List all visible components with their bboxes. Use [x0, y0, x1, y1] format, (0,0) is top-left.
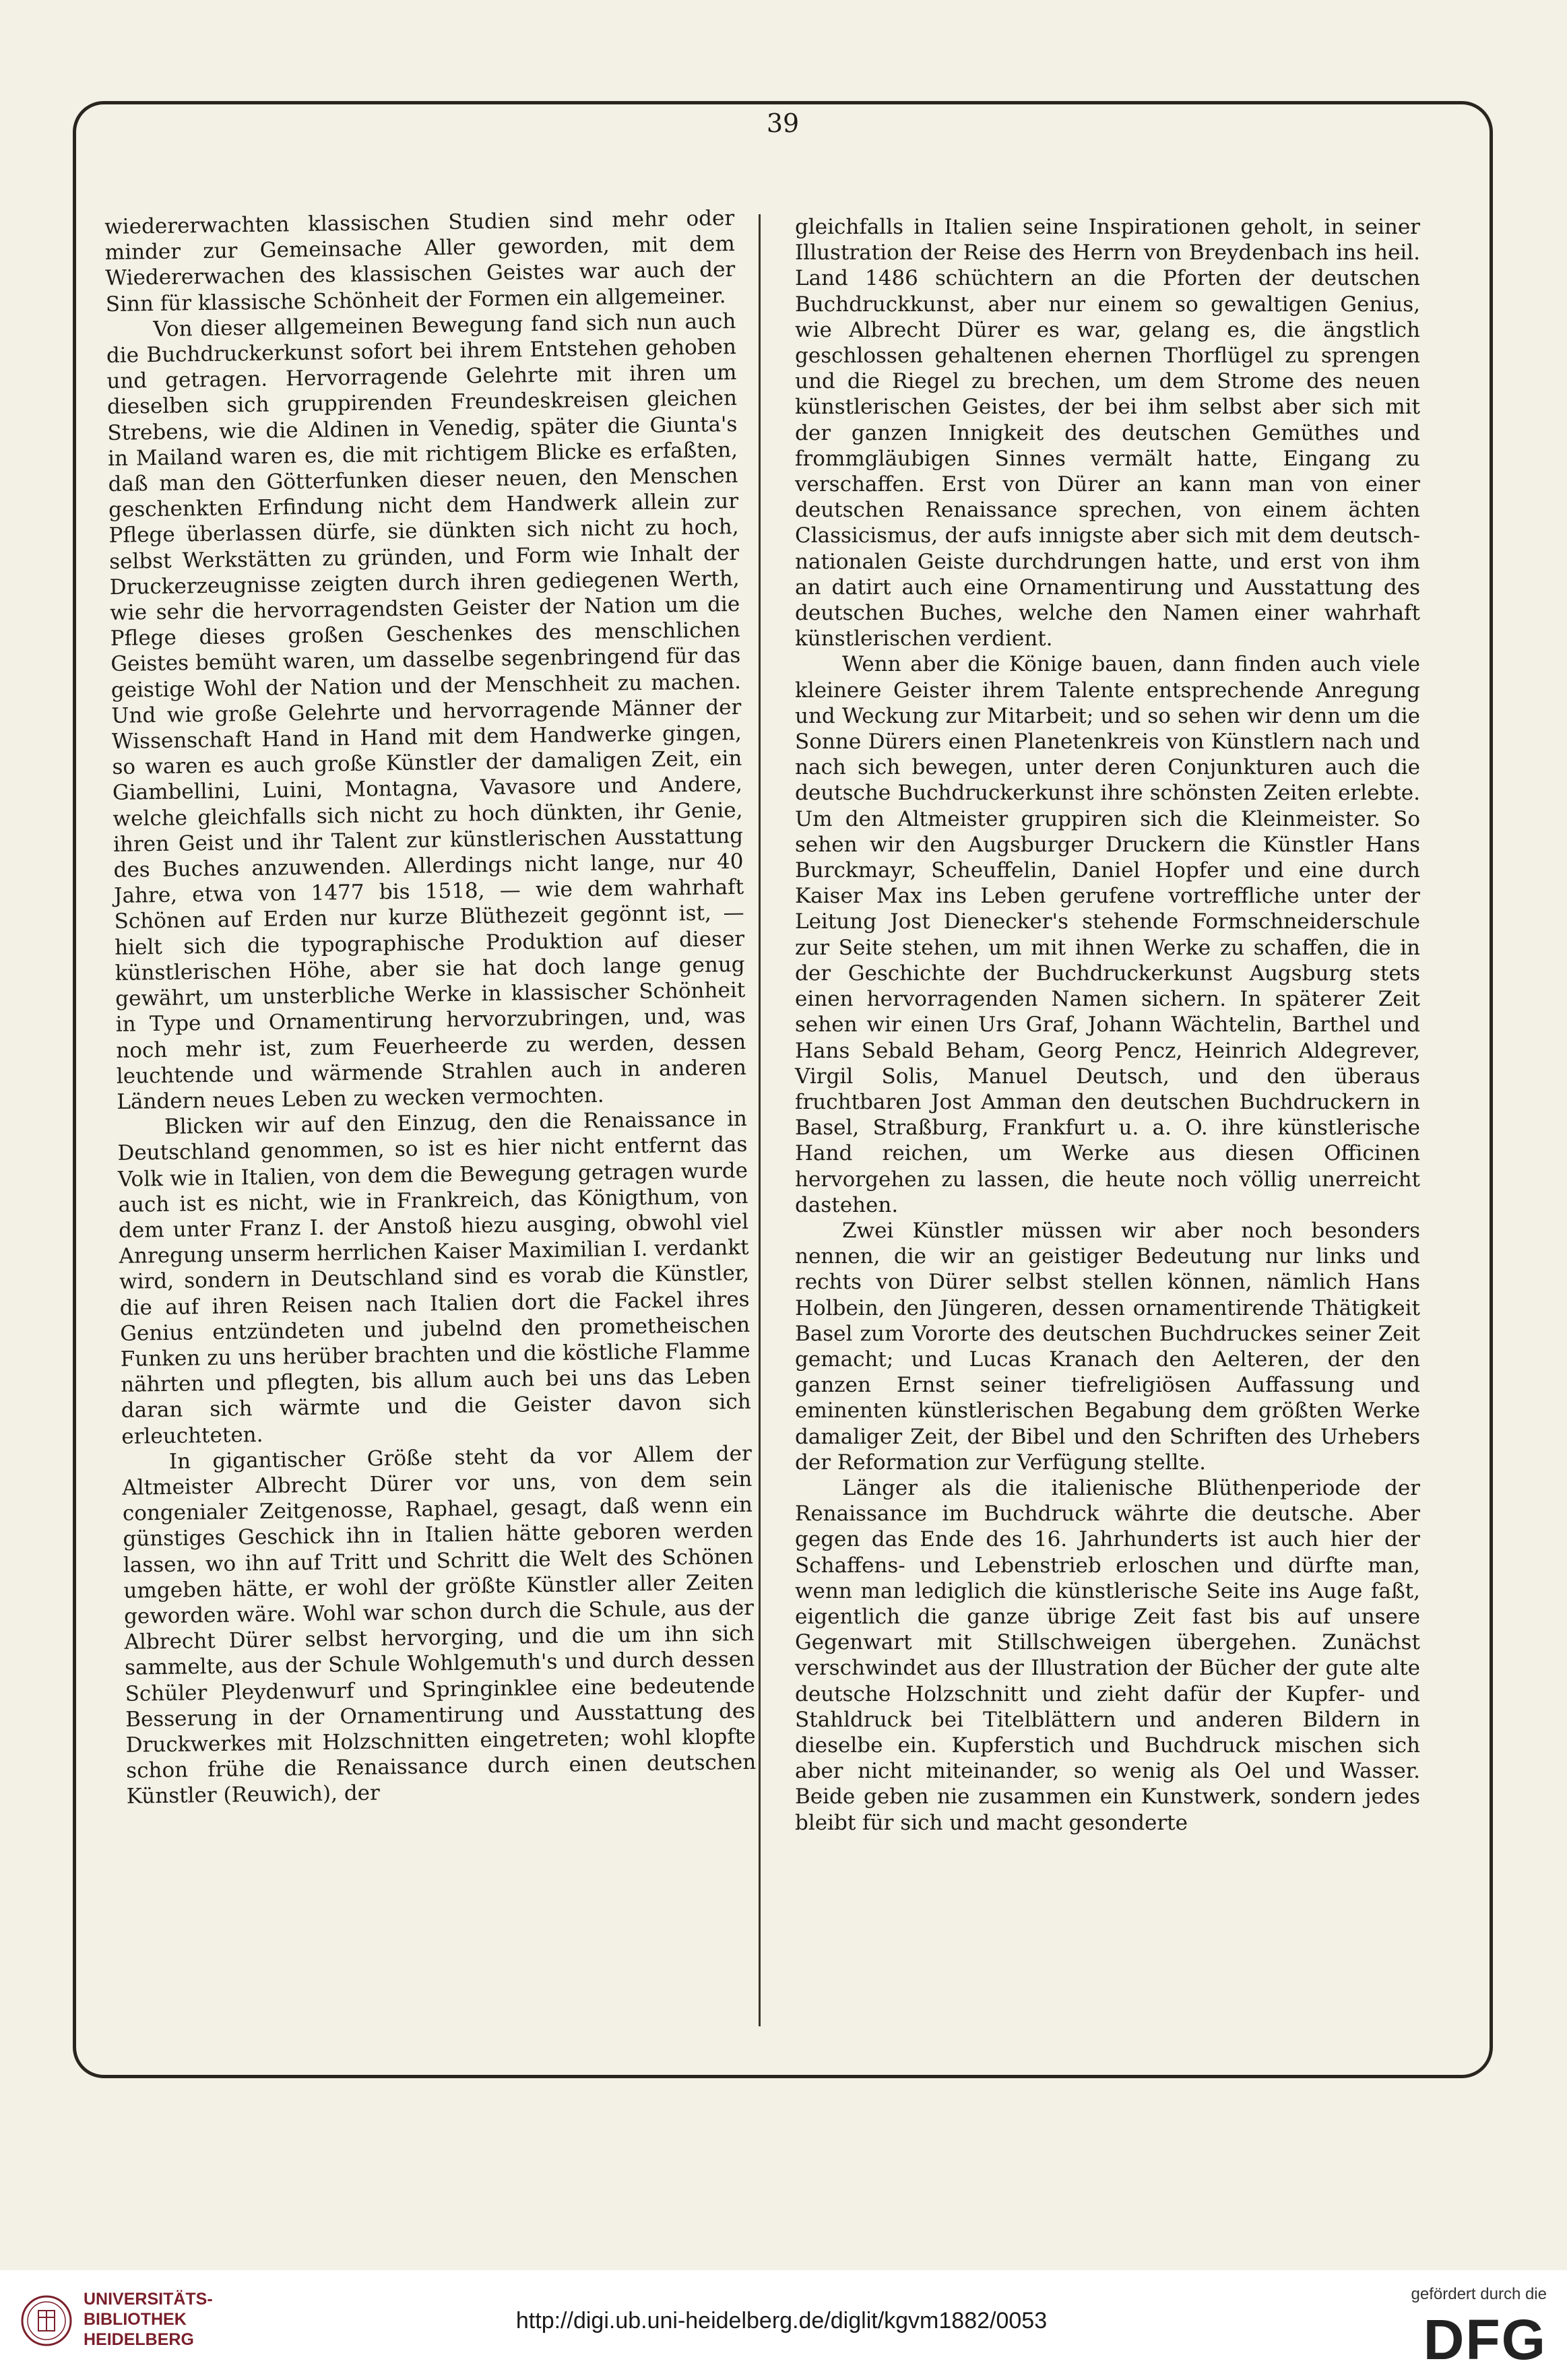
left-paragraph-2: Von dieser allgemeinen Bewegung fand sich nun auch die Buchdruckerkunst sofort bei ihrem Entstehen gehoben und getragen. Hervorragende Gelehrte mit ihren um dieselben sich gruppirenden Freundeskreisen gleichen Strebens, wie die Aldinen in Venedig, später die Giunta's in Mailand waren es, die mit richtigem Blicke es erfaßten, daß man den Götterfunken dieser neuen, den Menschen geschenkten Erfindung nicht dem Handwerk allein zur Pflege überlassen dürfe, sie dünkten sich nicht zu hoch, selbst Werkstätten zu gründen, und Form wie Inhalt der Druckerzeugnisse zeigten durch ihren gediegenen Werth, wie sehr die hervorragendsten Geister der Nation um die Pflege dieses großen Geschenkes des menschlichen Geistes bemüht waren, um dasselbe segenbringend für das geistige Wohl der Nation und der Menschheit zu machen. Und wie große Gelehrte und hervorragende Männer der Wissenschaft Hand in Hand mit dem Handwerke gingen, so waren es auch große Künstler der damaligen Zeit, ein Giambellini, Luini, Montagna, Vavasore und Andere, welche gleichfalls sich nicht zu hoch dünkten, ihr Genie, ihren Geist und ihr Talent zur künstlerischen Ausstattung des Buches anzuwenden. Allerdings nicht lange, nur 40 Jahre, etwa von 1477 bis 1518, — wie dem wahrhaft Schönen auf Erden nur kurze Blüthezeit gegönnt ist, — hielt sich die typographische Produktion auf dieser künstlerischen Höhe, aber sie hat doch lange genug gewährt, um unsterbliche Werke in klassischer Schönheit in Type und Ornamentirung hervorzubringen, und, was noch mehr ist, zum Feuerheerde zu werden, dessen leuchtende und wärmende Strahlen auch in anderen Ländern neues Leben zu wecken vermochten.	[106, 309, 747, 1114]
right-column	[795, 214, 1420, 1836]
library-seal-icon	[20, 2294, 73, 2347]
library-line-3: HEIDELBERG	[84, 2330, 194, 2349]
dfg-logo: DFG	[1423, 2308, 1547, 2371]
left-column	[104, 205, 757, 1809]
page-header	[73, 108, 1493, 139]
left-paragraph-1: wiedererwachten klassischen Studien sind mehr oder minder zur Gemeinsache Aller geworden, mit dem Wiedererwachen des klassischen Geistes war auch der Sinn für klassische Schönheit der Formen ein allgemeiner.	[104, 205, 736, 317]
left-paragraph-4: In gigantischer Größe steht da vor Allem der Altmeister Albrecht Dürer vor uns, von dem sein congenialer Zeitgenosse, Raphael, gesagt, daß wenn ein günstiges Geschick ihn in Italien hätte geboren werden lassen, wo ihn auf Tritt und Schritt die Welt des Schönen umgeben hätte, er wohl der größte Künstler aller Zeiten geworden wäre. Wohl war schon durch die Schule, aus der Albrecht Dürer selbst hervorging, und die um ihn sich sammelte, aus der Schule Wohlgemuth's und durch dessen Schüler Pleydenwurf und Springinklee eine bedeutende Besserung in der Ornamentirung und Ausstattung des Druckwerkes mit Holzschnitten eingetreten; wohl klopfte schon frühe die Renaissance durch einen deutschen Künstler (Reuwich), der	[122, 1441, 757, 1809]
left-paragraph-3: Blicken wir auf den Einzug, den die Renaissance in Deutschland genommen, so ist es hier nicht entfernt das Volk wie in Italien, von dem die Bewegung getragen wurde auch ist es nicht, wie in Frankreich, das Königthum, von dem unter Franz I. der Anstoß hiezu ausging, obwohl viel Anregung unserm herrlichen Kaiser Maximilian I. verdankt wird, sondern in Deutschland sind es vorab die Künstler, die auf ihren Reisen nach Italien dort die Fackel ihres Genius entzündeten und jubelnd den prometheischen Funken zu uns herüber brachten und die köstliche Flamme nährten und pflegten, bis allum auch bei uns das Leben daran sich wärmte und die Geister davon sich erleuchteten.	[117, 1106, 751, 1449]
right-paragraph-1: gleichfalls in Italien seine Inspirationen geholt, in seiner Illustration der Reise des Herrn von Breydenbach ins heil. Land 1486 schüchtern an die Pforten der deutschen Buchdruckkunst, aber nur einem so gewaltigen Genius, wie Albrecht Dürer es war, gelang es, die ängstlich geschlossen gehaltenen ehernen Thorflügel zu sprengen und die Riegel zu brechen, um dem Strome des neuen künstlerischen Geistes, der bei ihm selbst aber sich mit der ganzen Innigkeit des deutschen Gemüthes und frommgläubigen Sinnes vermält hatte, Eingang zu verschaffen. Erst von Dürer an kann man von einer deutschen Renaissance sprechen, von einem ächten Classicismus, der aufs innigste aber sich mit dem deutsch-nationalen Geiste durchdrungen hatte, und erst von ihm an datirt auch eine Ornamentirung und Ausstattung des deutschen Buches, welche den Namen einer wahrhaft künstlerischen verdient.	[795, 215, 1420, 651]
right-paragraph-4: Länger als die italienische Blüthenperiode der Renaissance im Buchdruck währte die deutsche. Aber gegen das Ende des 16. Jahrhunderts ist auch hier der Schaffens- und Lebenstrieb erloschen und dürfte man, wenn man lediglich die künstlerische Seite ins Auge faßt, eigentlich die ganze übrige Zeit fast bis auf unsere Gegenwart mit Stillschweigen übergehen. Zunächst verschwindet aus der Illustration der Bücher der gute alte deutsche Holzschnitt und zieht dafür der Kupfer- und Stahldruck bei Titelblättern und anderen Bildern in dieselbe ein. Kupferstich und Buchdruck mischen sich aber nicht miteinander, so wenig als Oel und Wasser. Beide geben nie zusammen ein Kunstwerk, sondern jedes bleibt für sich und macht gesonderte	[795, 1475, 1420, 1835]
right-paragraph-2: Wenn aber die Könige bauen, dann finden auch viele kleinere Geister ihrem Talente entsprechende Anregung und Weckung zur Mitarbeit; und so sehen wir denn um die Sonne Dürers einen Planetenkreis von Künstlern nach und nach sich bewegen, unter deren Conjunkturen auch die deutsche Buchdruckerkunst ihre schönsten Zeiten erlebte. Um den Altmeister gruppiren sich die Kleinmeister. So sehen wir den Augsburger Druckern die Künstler Hans Burckmayr, Scheuffelin, Daniel Hopfer und eine durch Kaiser Max ins Leben gerufene vortreffliche unter der Leitung Jost Dienecker's stehende Formschneiderschule zur Seite stehen, um mit ihnen Werke zu schaffen, die in der Geschichte der Buchdruckerkunst Augsburg stets einen hervorragenden Namen sichern. In späterer Zeit sehen wir einen Urs Graf, Johann Wächtelin, Barthel und Hans Sebald Beham, Georg Pencz, Heinrich Aldegrever, Virgil Solis, Manuel Deutsch, und den überaus fruchtbaren Jost Amman den deutschen Buchdruckern in Basel, Straßburg, Frankfurt u. a. O. ihre künstlerische Hand reichen, um Werke aus diesen Officinen hervorgehen zu lassen, die heute noch völlig unerreicht dastehen.	[795, 652, 1420, 1217]
source-url-link[interactable]: http://digi.ub.uni-heidelberg.de/diglit/kgvm1882/0053	[515, 2308, 1048, 2334]
page-number: 39	[749, 108, 817, 138]
library-name	[84, 2289, 259, 2350]
column-divider	[759, 214, 761, 2026]
library-line-2: BIBLIOTHEK	[84, 2310, 187, 2329]
right-paragraph-3: Zwei Künstler müssen wir aber noch besonders nennen, die wir an geistiger Bedeutung nur links und rechts von Dürer selbst stellen können, nämlich Hans Holbein, den Jüngeren, dessen ornamentirende Thätigkeit Basel zum Vororte des deutschen Buchdruckes seiner Zeit gemacht; und Lucas Kranach den Aelteren, der den ganzen Ernst seiner tiefreligiösen Auffassung und eminenten künstlerischen Begabung dem größten Werke damaliger Zeit, der Bibel und den Schriften des Urhebers der Reformation zur Verfügung stellte.	[795, 1218, 1420, 1475]
funded-by-text: gefördert durch die	[1411, 2285, 1547, 2303]
library-line-1: UNIVERSITÄTS-	[84, 2290, 213, 2309]
